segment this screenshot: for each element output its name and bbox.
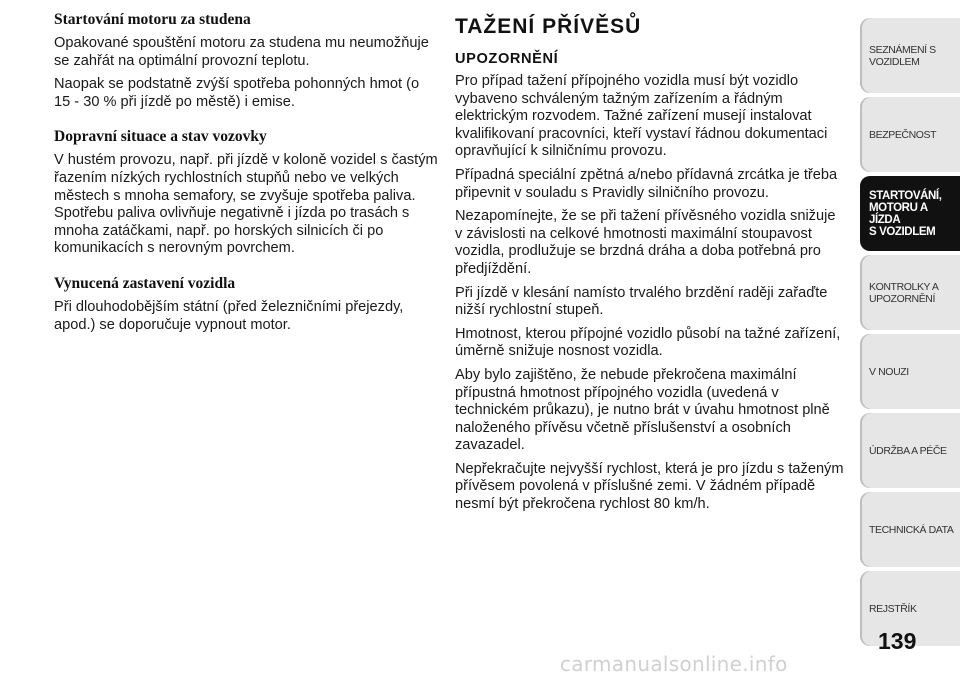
paragraph: Nepřekračujte nejvyšší rychlost, která je pro jízdu s taženým přívěsem povolená v příslušné zemi. V žádném případě nesmí být překročena rychlost 80 km/h. bbox=[455, 460, 844, 513]
paragraph: Při jízdě v klesání namísto trvalého brzdění raději zařaďte nižší rychlostní stupeň. bbox=[455, 284, 828, 319]
tab-technicka-data[interactable] bbox=[860, 492, 960, 567]
paragraph: Pro případ tažení přípojného vozidla musí být vozidlo vybaveno schváleným tažným zařízením a řádným elektrickým rozvodem. Tažné zařízení musejí instalovat kvalifikovaní pracovníci, kteří vystaví řádnou dokumentaci opravňující k silničnímu provozu. bbox=[455, 73, 828, 160]
section-heading-traffic: Dopravní situace a stav vozovky bbox=[54, 128, 267, 146]
paragraph: Hmotnost, kterou přípojné vozidlo působí na tažné zařízení, úměrně snižuje nosnost vozidla. bbox=[455, 325, 841, 360]
tab-startovani[interactable] bbox=[860, 176, 960, 251]
watermark: carmanualsonline.info bbox=[560, 652, 788, 676]
tab-label: TECHNICKÁ DATA bbox=[869, 523, 954, 536]
tab-label: KONTROLKY A UPOZORNĚNÍ bbox=[869, 280, 939, 305]
paragraph: Naopak se podstatně zvýší spotřeba pohonných hmot (o 15 - 30 % při jízdě po městě) i emise. bbox=[54, 76, 420, 110]
tab-udrzba[interactable] bbox=[860, 413, 960, 488]
right-column bbox=[455, 10, 845, 520]
tab-seznameni[interactable] bbox=[860, 18, 960, 93]
tab-label: STARTOVÁNÍ, MOTORU A JÍZDA S VOZIDLEM bbox=[869, 189, 942, 238]
page-title: TAŽENÍ PŘÍVĚSŮ bbox=[455, 15, 642, 38]
warning-heading: UPOZORNĚNÍ bbox=[455, 51, 559, 67]
section-heading-cold-start: Startování motoru za studena bbox=[54, 11, 251, 28]
tab-label: REJSTŘÍK bbox=[869, 602, 917, 615]
paragraph: Aby bylo zajištěno, že nebude překročena maximální přípustná hmotnost přípojného vozidla (uvedená v technickém průkazu), je nutno brát v úvahu hmotnost plně naloženého přívěsu včetně příslušenství a osobních zavazadel. bbox=[455, 366, 830, 454]
tab-bezpecnost[interactable] bbox=[860, 97, 960, 172]
tab-label: V NOUZI bbox=[869, 365, 909, 378]
paragraph: Nezapomínejte, že se při tažení přívěsného vozidla snižuje v závislosti na celkové hmotnosti maximální stoupavost vozidla, prodlužuje se brzdná dráha a doba potřebná pro předjíždění. bbox=[455, 208, 836, 277]
tab-kontrolky[interactable] bbox=[860, 255, 960, 330]
paragraph: Opakované spouštění motoru za studena mu neumožňuje se zahřát na optimální provozní teplotu. bbox=[54, 35, 429, 69]
paragraph: V hustém provozu, např. při jízdě v koloně vozidel s častým řazením nízkých rychlostních stupňů nebo ve velkých městech s mnoha semafory, se zvyšuje spotřeba paliva. Spotřebu paliva ovlivňuje negativně i jízda po trasách s mnoha zatáčkami, např. po horských silnicích či po komunikacích s nerovným povrchem. bbox=[54, 152, 438, 257]
chapter-tabs bbox=[860, 18, 960, 650]
section-heading-forced-stops: Vynucená zastavení vozidla bbox=[54, 274, 236, 292]
paragraph: Při dlouhodobějším státní (před železničními přejezdy, apod.) se doporučuje vypnout motor. bbox=[54, 298, 404, 333]
tab-label: BEZPEČNOST bbox=[869, 128, 937, 141]
tab-label: SEZNÁMENÍ S VOZIDLEM bbox=[869, 43, 936, 68]
tab-v-nouzi[interactable] bbox=[860, 334, 960, 409]
left-column bbox=[54, 10, 439, 340]
page-number: 139 bbox=[878, 628, 917, 654]
paragraph: Případná speciální zpětná a/nebo přídavná zrcátka je třeba připevnit v souladu s Pravidly silničního provozu. bbox=[455, 166, 838, 201]
tab-label: ÚDRŽBA A PÉČE bbox=[869, 444, 947, 457]
